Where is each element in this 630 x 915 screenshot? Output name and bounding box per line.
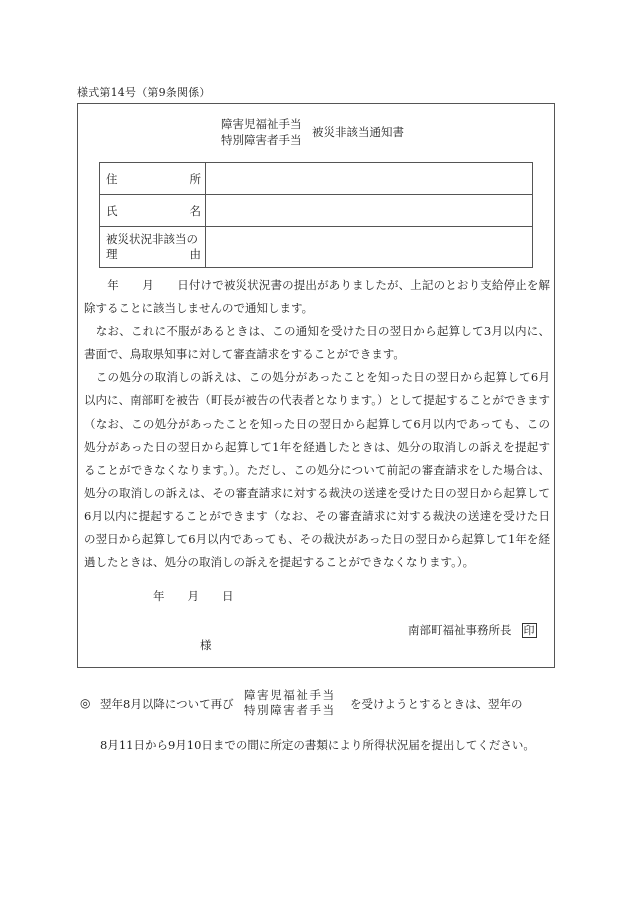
notice-line-2: 8月11日から9月10日までの間に所定の書類により所得状況届を提出してください。	[100, 738, 535, 752]
notice-pre-text: 翌年8月以降について再び	[100, 697, 234, 711]
sender-name: 南部町福祉事務所長	[408, 623, 512, 637]
issue-date: 年 月 日	[153, 589, 234, 603]
body-paragraph-2: なお、これに不服があるときは、この通知を受けた日の翌日から起算して3月以内に、書面で、鳥取県知事に対して審査請求をすることができます。	[84, 324, 550, 362]
address-row	[100, 163, 533, 195]
address-value	[206, 163, 533, 195]
notice-post-text: を受けようとするときは、翌年の	[350, 697, 523, 711]
name-value	[206, 195, 533, 227]
address-label: 住 所	[100, 163, 206, 195]
name-row	[100, 195, 533, 227]
name-label: 氏 名	[100, 195, 206, 227]
reason-row	[100, 227, 533, 268]
reason-label: 被災状況非該当の 理 由	[100, 227, 206, 268]
recipient-info-table	[99, 162, 533, 268]
sender	[408, 622, 537, 638]
notice-mark: ◎	[80, 696, 91, 710]
notice-body	[84, 274, 550, 574]
allowance-special-disabled: 特別障害者手当	[221, 133, 302, 147]
body-paragraph-1: 年 月 日付けで被災状況書の提出がありましたが、上記のとおり支給停止を解除することに該当しませんので通知します。	[84, 278, 550, 316]
allowance-names	[221, 116, 302, 148]
allowance-disabled-child: 障害児福祉手当	[221, 117, 302, 131]
notice-allowance-names: 障害児福祉手当 特別障害者手当	[244, 688, 336, 717]
title-main: 被災非該当通知書	[312, 125, 404, 139]
body-paragraph-3: この処分の取消しの訴えは、この処分があったことを知った日の翌日から起算して6月以内に、南部町を被告（町長が被告の代表者となります。）として提起することができます（なお、この処分があったことを知った日の翌日から起算して6月以内であっても、この処分があった日の翌日から起算して1年を経過したときは、処分の取消しの訴えを提起することができなくなります。）。ただし、この処分について前記の審査請求をした場合は、処分の取消しの訴えは、その審査請求に対する裁決の送達を受けた日の翌日から起算して6月以内に提起することができます（なお、その審査請求に対する裁決の送達を受けた日の翌日から起算して6月以内であっても、その裁決があった日の翌日から起算して1年を経過したときは、処分の取消しの訴えを提起することができなくなります。）。	[84, 370, 550, 570]
form-number: 様式第14号（第9条関係）	[77, 86, 211, 99]
reason-value	[206, 227, 533, 268]
seal-mark: 印	[523, 624, 535, 637]
recipient-honorific: 様	[200, 638, 212, 652]
